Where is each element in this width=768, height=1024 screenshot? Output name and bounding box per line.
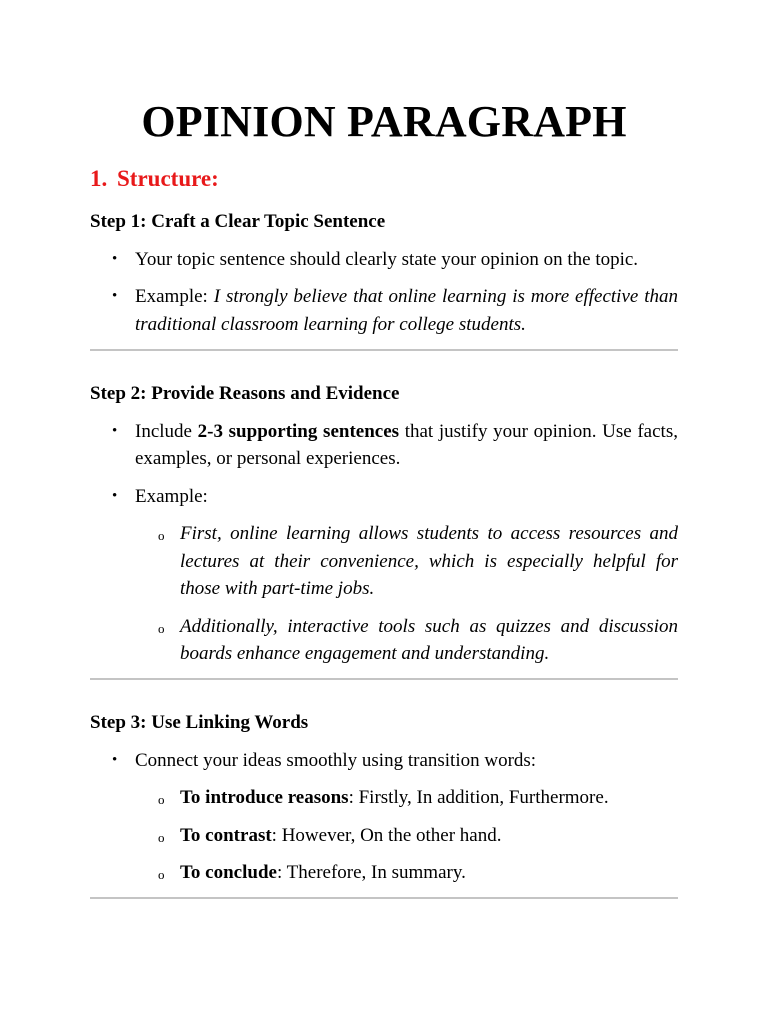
step-3-sub-bullets: [90, 784, 678, 887]
list-item: [90, 418, 678, 473]
divider: [90, 678, 678, 680]
list-item: [90, 747, 678, 775]
bullet-text: Your topic sentence should clearly state your opinion on the topic.: [135, 248, 639, 270]
bold-text: To conclude: [180, 862, 277, 883]
bullet-text: Connect your ideas smoothly using transition words:: [135, 749, 537, 771]
list-item: [90, 283, 678, 338]
sub-list-item: [90, 822, 678, 850]
list-item: [90, 246, 678, 274]
list-item: [90, 483, 678, 511]
page-title: OPINION PARAGRAPH: [141, 97, 627, 146]
item-text: : Therefore, In summary.: [276, 862, 466, 883]
step-2-bullets: [90, 418, 678, 511]
step-1-bullets: [90, 246, 678, 339]
sub-list-item: [90, 613, 678, 668]
example-text: I strongly believe that online learning is more effective than traditional classroom learning for college students.: [135, 286, 679, 335]
sub-list-item: [90, 520, 678, 603]
sub-list-item: [90, 859, 678, 887]
divider: [90, 897, 678, 899]
divider: [90, 349, 678, 351]
step-2: [90, 380, 678, 668]
item-text: : However, On the other hand.: [271, 824, 502, 846]
bullet-prefix: Include: [135, 420, 198, 442]
section-number: 1.: [90, 166, 108, 191]
step-3-bullets: [90, 747, 678, 775]
bullet-prefix: Example:: [135, 286, 214, 307]
sub-list-item: [90, 784, 678, 812]
step-3: [90, 709, 678, 887]
bullet-suffix: that justify your opinion. Use facts, examples, or personal experiences.: [135, 420, 678, 469]
item-text: : Firstly, In addition, Furthermore.: [348, 787, 609, 808]
step-1: [90, 208, 678, 338]
bold-text: 2-3 supporting sentences: [197, 420, 400, 442]
example-text: First, online learning allows students to access resources and lectures at their convenience, which is especially helpful for those with part-time jobs.: [180, 523, 678, 599]
step-2-sub-bullets: [90, 520, 678, 668]
section-label: Structure:: [117, 166, 219, 191]
section-heading: [90, 164, 219, 194]
step-3-title: Step 3: Use Linking Words: [90, 712, 309, 733]
bullet-text: Example:: [135, 485, 208, 507]
example-text: Additionally, interactive tools such as quizzes and discussion boards enhance engagement and understanding.: [180, 615, 678, 664]
bold-text: To contrast: [180, 824, 272, 846]
step-1-title: Step 1: Craft a Clear Topic Sentence: [90, 211, 386, 232]
step-2-title: Step 2: Provide Reasons and Evidence: [90, 383, 400, 404]
bold-text: To introduce reasons: [180, 787, 349, 808]
